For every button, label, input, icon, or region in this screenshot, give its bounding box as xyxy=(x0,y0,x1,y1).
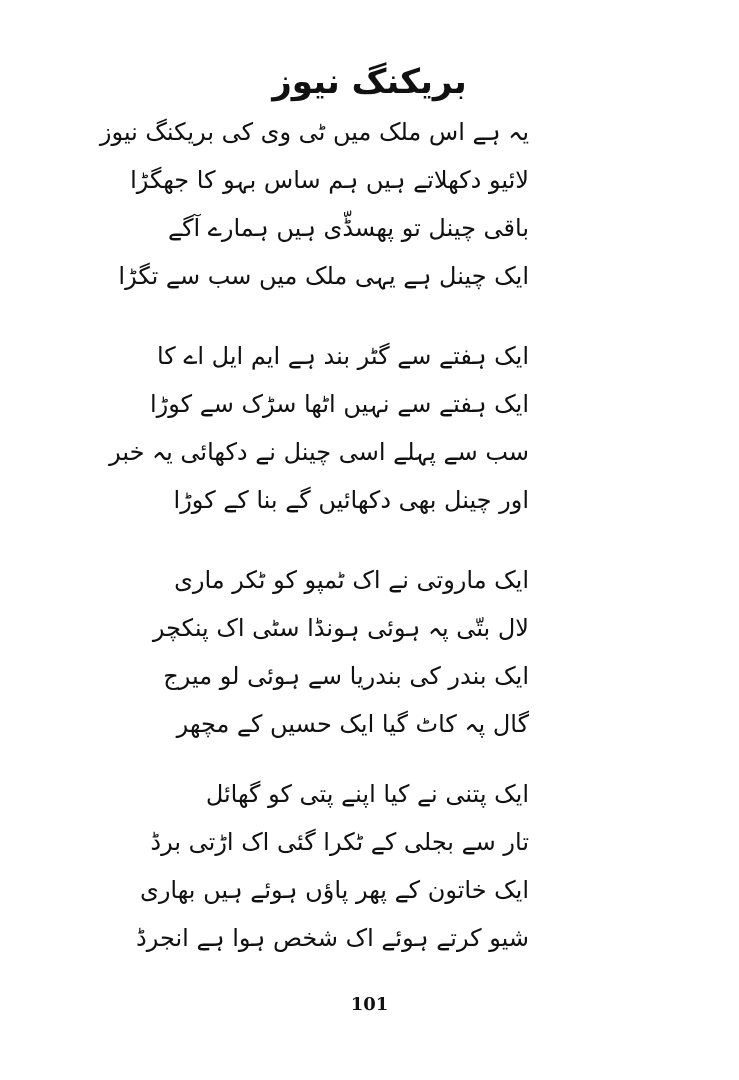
verse-line: شیو کرتے ہوئے اک شخص ہوا ہے انجرڈ xyxy=(136,924,529,952)
stanza-2 xyxy=(109,332,529,524)
page-number: 101 xyxy=(350,994,389,1015)
verse-line: لال بتّی پہ ہوئی ہونڈا سٹی اک پنکچر xyxy=(152,614,529,642)
verse-line: گال پہ کاٹ گیا ایک حسیں کے مچھر xyxy=(176,710,529,738)
stanza-1 xyxy=(99,108,529,300)
verse-line: ایک ہفتے سے نہیں اٹھا سڑک سے کوڑا xyxy=(150,390,529,418)
verse-line: ایک خاتون کے پھر پاؤں ہوئے ہیں بھاری xyxy=(140,876,529,904)
verse-line: لائیو دکھلاتے ہیں ہم ساس بہو کا جھگڑا xyxy=(130,166,529,194)
verse-line: یہ ہے اس ملک میں ٹی وی کی بریکنگ نیوز xyxy=(99,118,529,146)
verse-line: سب سے پہلے اسی چینل نے دکھائی یہ خبر xyxy=(109,438,529,466)
verse-line: اور چینل بھی دکھائیں گے بنا کے کوڑا xyxy=(173,486,529,514)
verse-line: تار سے بجلی کے ٹکرا گئی اک اڑتی برڈ xyxy=(150,828,529,856)
verse-line: ایک چینل ہے یہی ملک میں سب سے تگڑا xyxy=(118,262,529,290)
verse-line: ایک ماروتی نے اک ٹمپو کو ٹکر ماری xyxy=(174,566,529,594)
verse-line: ایک ہفتے سے گٹر بند ہے ایم ایل اے کا xyxy=(156,342,529,370)
stanza-4 xyxy=(136,770,529,962)
poem-title: بریکنگ نیوز xyxy=(272,62,467,102)
stanza-3 xyxy=(149,556,529,748)
verse-line: باقی چینل تو پھسڈّی ہیں ہمارے آگے xyxy=(168,214,529,242)
verse-line: ایک پتنی نے کیا اپنے پتی کو گھائل xyxy=(205,780,529,808)
verse-line: ایک بندر کی بندریا سے ہوئی لو میرج xyxy=(163,662,529,690)
